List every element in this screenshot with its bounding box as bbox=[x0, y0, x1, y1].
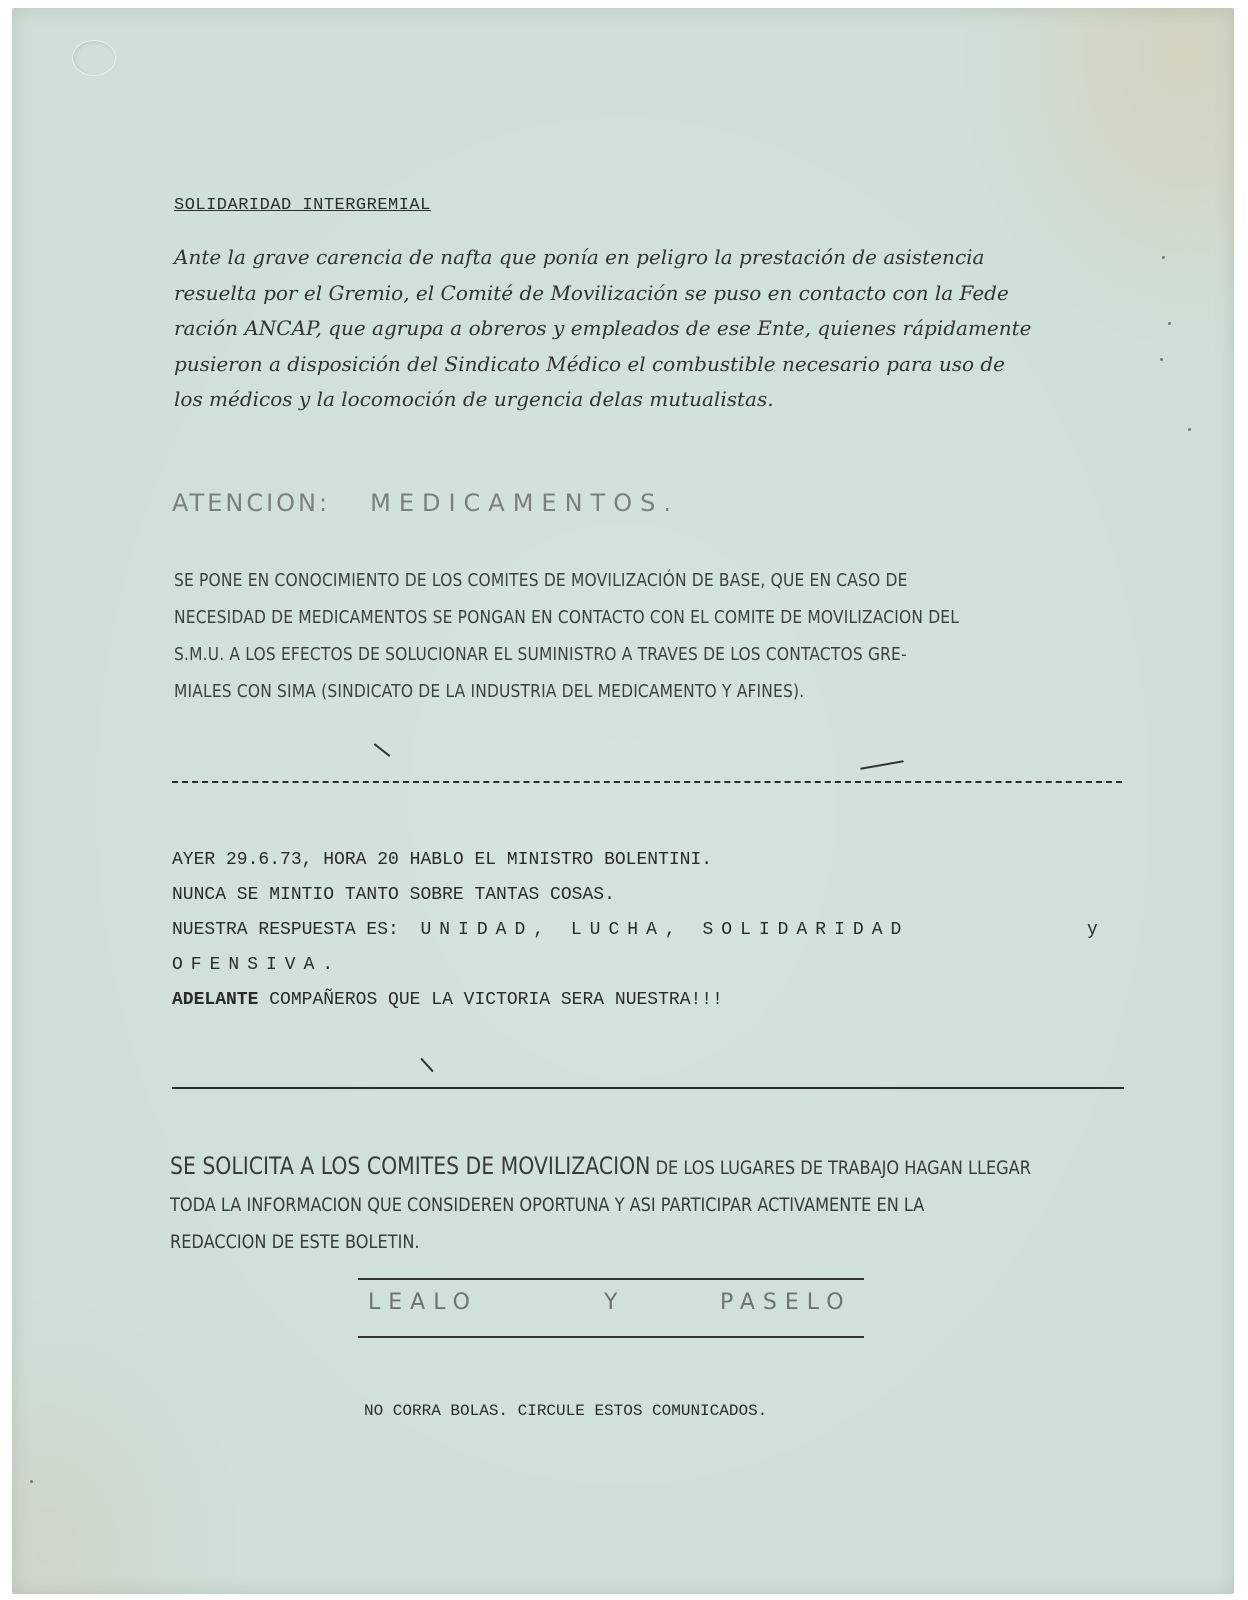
speck bbox=[1160, 358, 1163, 361]
paragraph-line bbox=[172, 983, 1132, 1018]
paragraph-line: SE PONE EN CONOCIMIENTO DE LOS COMITES DE MOVILIZACIÓN DE BASE, QUE EN CASO DE bbox=[174, 570, 908, 591]
adelante-word: ADELANTE bbox=[172, 990, 259, 1010]
paragraph-solidaridad bbox=[174, 240, 1134, 418]
footer-note: NO CORRA BOLAS. CIRCULE ESTOS COMUNICADOS. bbox=[364, 1402, 768, 1420]
paragraph-line: Ante la grave carencia de nafta que ponía en peligro la prestación de asistencia bbox=[174, 245, 985, 269]
solicitud-rest: DE LOS LUGARES DE TRABAJO HAGAN LLEGAR bbox=[655, 1157, 1031, 1179]
paragraph-solicitud bbox=[170, 1148, 1088, 1261]
speck bbox=[1188, 428, 1191, 431]
solicitud-big: SE SOLICITA A LOS COMITES DE MOVILIZACION bbox=[170, 1152, 651, 1180]
respuesta-prefix: NUESTRA RESPUESTA ES: bbox=[172, 920, 399, 940]
paragraph-line: NECESIDAD DE MEDICAMENTOS SE PONGAN EN CONTACTO CON EL COMITE DE MOVILIZACION DEL bbox=[174, 607, 960, 628]
slogan bbox=[368, 1290, 868, 1322]
paragraph-line: MIALES CON SIMA (SINDICATO DE LA INDUSTRIA DEL MEDICAMENTO Y AFINES). bbox=[174, 681, 805, 702]
speck bbox=[1168, 322, 1171, 325]
paragraph-line: OFENSIVA. bbox=[172, 955, 342, 975]
paragraph-line: TODA LA INFORMACION QUE CONSIDEREN OPORTUNA Y ASI PARTICIPAR ACTIVAMENTE EN LA bbox=[170, 1194, 925, 1216]
adelante-rest: COMPAÑEROS QUE LA VICTORIA SERA NUESTRA!!! bbox=[269, 990, 723, 1010]
slogan-word-paselo: PASELO bbox=[720, 1290, 852, 1315]
speck bbox=[1162, 256, 1165, 259]
slogan-rule-bottom bbox=[358, 1336, 864, 1338]
section-title-solidaridad: SOLIDARIDAD INTERGREMIAL bbox=[174, 196, 431, 215]
heading-atencion: ATENCION: bbox=[172, 489, 331, 517]
speck bbox=[30, 1480, 33, 1483]
paragraph-line bbox=[172, 913, 1132, 948]
divider-dashed bbox=[172, 781, 1122, 783]
heading-medicamentos: MEDICAMENTOS. bbox=[370, 489, 679, 517]
divider-solid bbox=[172, 1087, 1124, 1089]
respuesta-words: UNIDAD, LUCHA, SOLIDARIDAD bbox=[420, 920, 910, 940]
slogan-word-lealo: LEALO bbox=[368, 1290, 478, 1315]
paragraph-line: resuelta por el Gremio, el Comité de Movilización se puso en contacto con la Fede bbox=[174, 280, 1009, 305]
paragraph-line: NUNCA SE MINTIO TANTO SOBRE TANTAS COSAS. bbox=[172, 885, 615, 905]
paragraph-line: ración ANCAP, que agrupa a obreros y empleados de ese Ente, quienes rápidamente bbox=[174, 316, 1032, 340]
section-title-medicamentos bbox=[172, 489, 679, 517]
paper-punch-mark bbox=[72, 40, 116, 76]
paragraph-bolentini bbox=[172, 843, 1132, 1018]
slogan-word-y: Y bbox=[604, 1290, 626, 1315]
paragraph-line: AYER 29.6.73, HORA 20 HABLO EL MINISTRO BOLENTINI. bbox=[172, 850, 713, 870]
slogan-rule-top bbox=[358, 1278, 864, 1280]
paragraph-line: los médicos y la locomoción de urgencia delas mutualistas. bbox=[174, 387, 774, 411]
paragraph-line: REDACCION DE ESTE BOLETIN. bbox=[170, 1231, 420, 1253]
paragraph-medicamentos bbox=[174, 562, 1000, 710]
respuesta-end: y bbox=[1087, 920, 1098, 940]
paragraph-line: pusieron a disposición del Sindicato Médico el combustible necesario para uso de bbox=[174, 351, 1006, 376]
paragraph-line bbox=[170, 1148, 1088, 1187]
paragraph-line: S.M.U. A LOS EFECTOS DE SOLUCIONAR EL SUMINISTRO A TRAVES DE LOS CONTACTOS GRE- bbox=[174, 644, 907, 665]
